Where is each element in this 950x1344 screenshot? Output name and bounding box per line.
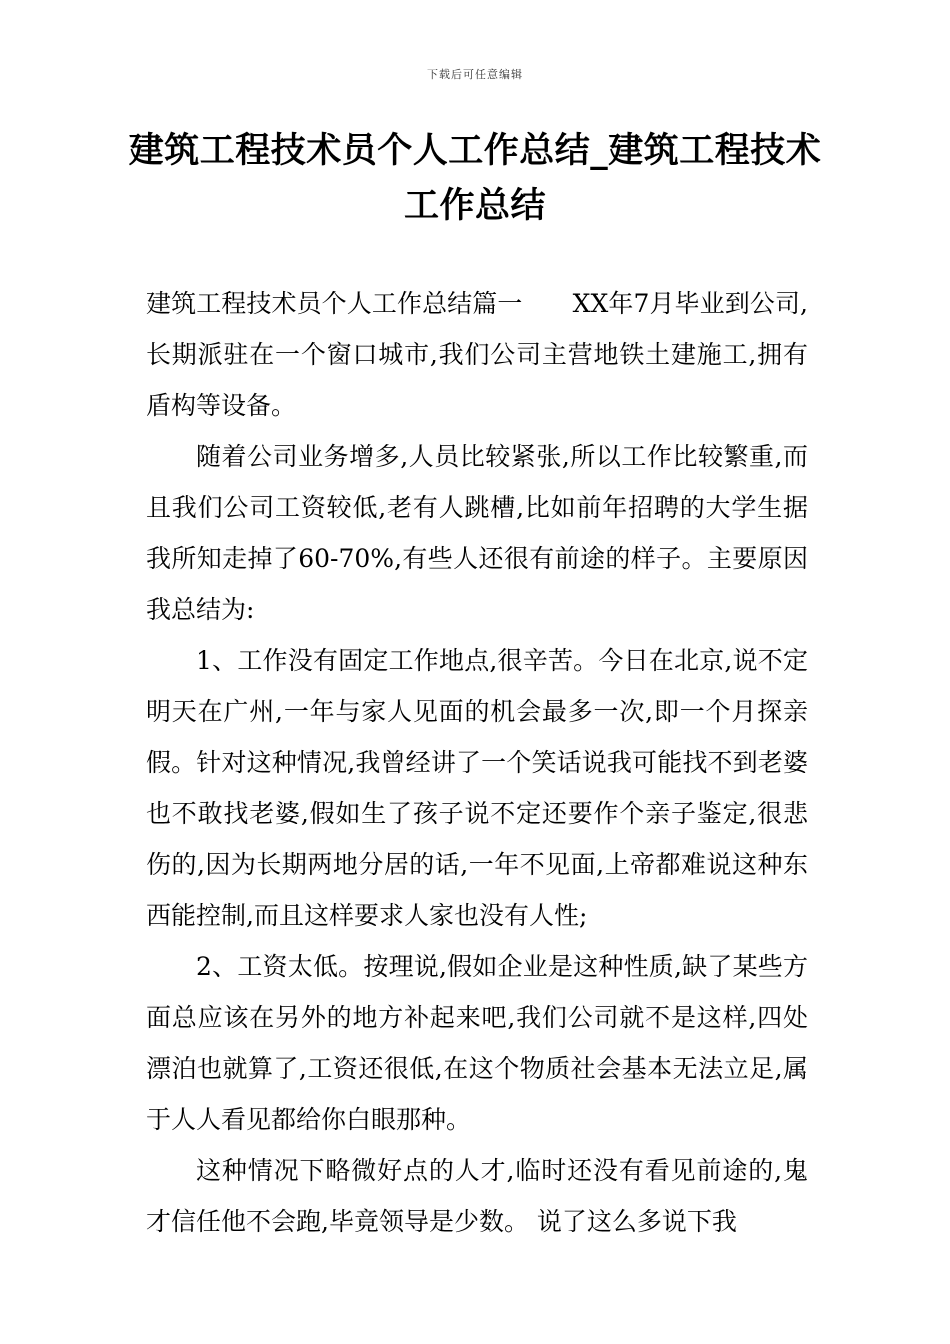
document-title: 建筑工程技术员个人工作总结_建筑工程技术工作总结 [128, 131, 822, 226]
paragraph-5: 这种情况下略微好点的人才,临时还没有看见前途的,鬼才信任他不会跑,毕竟领导是少数。 说了这么多说下我 [146, 1156, 808, 1236]
paragraph-2: 随着公司业务增多,人员比较紧张,所以工作比较繁重,而且我们公司工资较低,老有人跳槽,比如前年招聘的大学生据我所知走掉了60-70%,有些人还很有前途的样子。主要原因我总结为: [146, 442, 808, 624]
paragraph-intro: 建筑工程技术员个人工作总结篇一 XX年7月毕业到公司,长期派驻在一个窗口城市,我们公司主营地铁土建施工,拥有盾构等设备。 [146, 289, 808, 420]
header-note: 下载后可任意编辑 [427, 68, 523, 81]
document-body [146, 278, 808, 1247]
paragraph-4: 2、工资太低。按理说,假如企业是这种性质,缺了某些方面总应该在另外的地方补起来吧,我们公司就不是这样,四处漂泊也就算了,工资还很低,在这个物质社会基本无法立足,属于人人看见都给你白眼那种。 [146, 952, 808, 1134]
paragraph-3: 1、工作没有固定工作地点,很辛苦。今日在北京,说不定明天在广州,一年与家人见面的机会最多一次,即一个月探亲假。针对这种情况,我曾经讲了一个笑话说我可能找不到老婆也不敢找老婆,假如生了孩子说不定还要作个亲子鉴定,很悲伤的,因为长期两地分居的话,一年不见面,上帝都难说这种东西能控制,而且这样要求人家也没有人性; [146, 646, 808, 930]
